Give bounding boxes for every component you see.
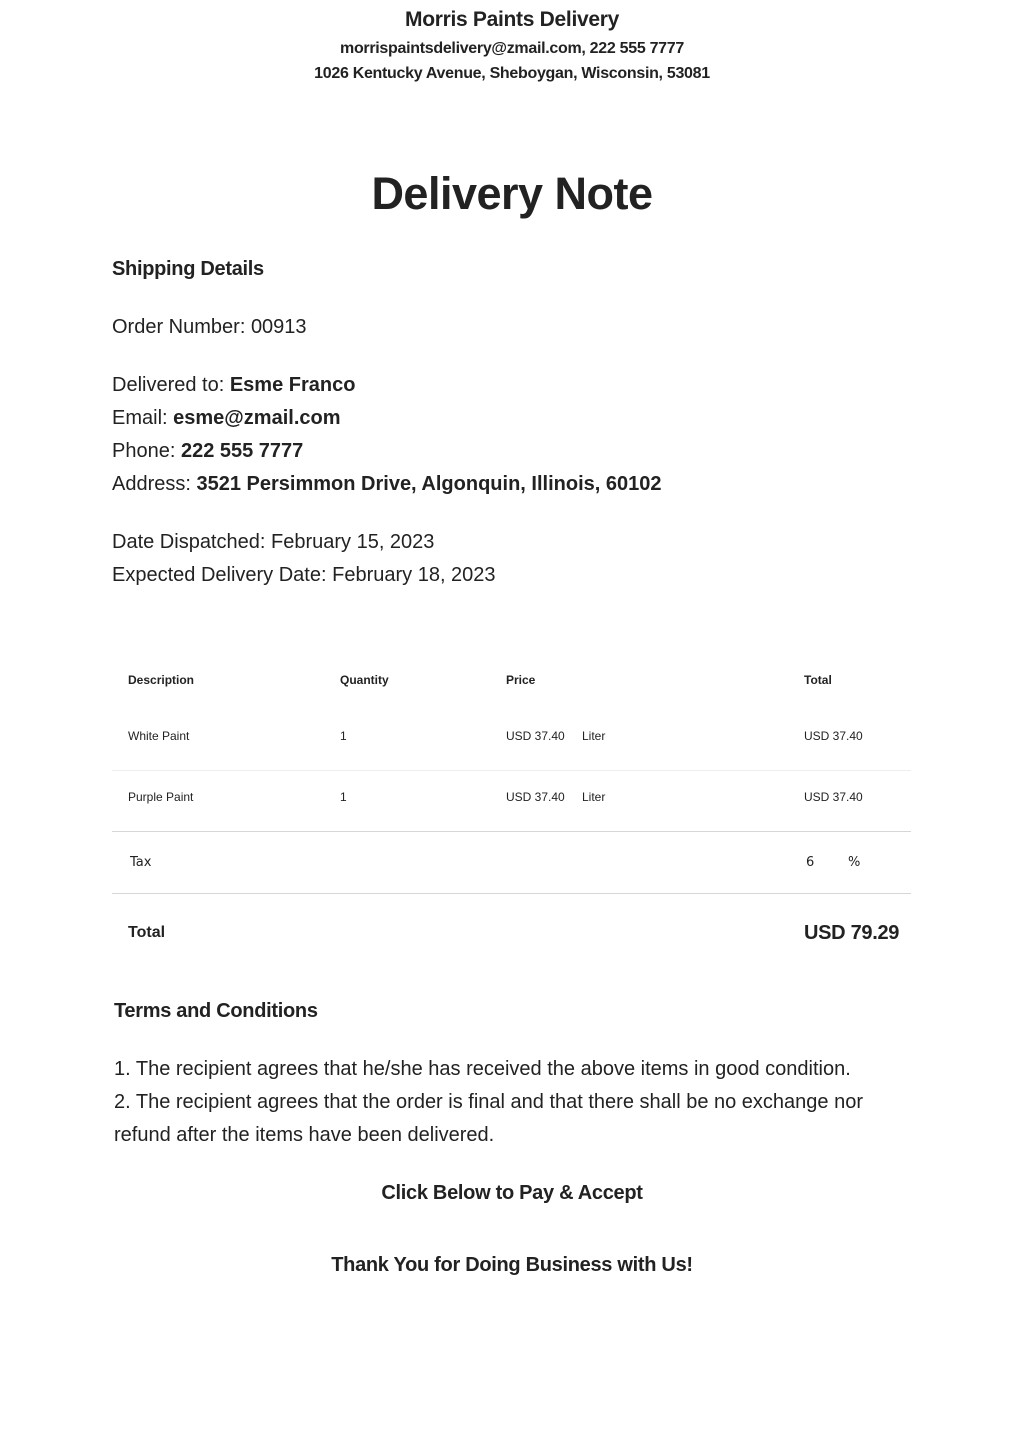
tax-value: 6 [806,855,815,870]
item-price: USD 37.40 [506,729,565,743]
item-total: USD 37.40 [804,729,863,743]
page-title: Delivery Note [371,168,653,219]
order-number-value: 00913 [250,316,307,338]
delivered-to-label: Delivered to: [112,374,225,396]
shipping-details-heading: Shipping Details [112,258,264,280]
expected-delivery-label: Expected Delivery Date: [112,564,327,586]
expected-delivery-value: February 18, 2023 [332,564,496,586]
company-name: Morris Paints Delivery [405,8,619,31]
column-header-price: Price [506,673,536,687]
phone-label: Phone: [112,440,176,462]
address-line [112,473,661,496]
phone-line [112,440,303,463]
terms-heading: Terms and Conditions [114,1000,318,1022]
date-dispatched-label: Date Dispatched: [112,531,266,553]
date-dispatched-line [112,531,434,554]
terms-item-1: 1. The recipient agrees that he/she has received the above items in good condition. [114,1058,851,1080]
item-unit: Liter [582,729,606,743]
item-price: USD 37.40 [506,790,565,804]
tax-label: Tax [130,855,152,870]
item-total: USD 37.40 [804,790,863,804]
item-description: Purple Paint [128,790,194,804]
item-quantity: 1 [340,790,347,804]
address-label: Address: [112,473,191,495]
row-divider [112,770,911,771]
email-line [112,407,341,430]
order-number-label: Order Number: [112,316,246,338]
terms-item-2: 2. The recipient agrees that the order is final and that there shall be no exchange nor [114,1091,864,1113]
company-address: 1026 Kentucky Avenue, Sheboygan, Wisconsin, 53081 [314,65,710,82]
tax-unit: % [848,855,861,870]
order-number-line [112,316,307,339]
column-header-quantity: Quantity [340,673,389,687]
grand-total-label: Total [128,924,166,941]
expected-delivery-line [112,564,496,587]
recipient-phone: 222 555 7777 [180,440,304,462]
item-quantity: 1 [340,729,347,743]
item-unit: Liter [582,790,606,804]
delivered-to-line [112,374,355,397]
pay-accept-callout: Click Below to Pay & Accept [381,1182,643,1204]
column-header-description: Description [128,673,195,687]
recipient-address: 3521 Persimmon Drive, Algonquin, Illinois, 60102 [196,473,662,495]
date-dispatched-value: February 15, 2023 [270,531,435,553]
recipient-email: esme@zmail.com [173,407,341,429]
email-label: Email: [112,407,168,429]
terms-item-2-continued: refund after the items have been delivered. [114,1124,495,1146]
thank-you-message: Thank You for Doing Business with Us! [331,1254,693,1276]
row-divider [112,831,911,832]
grand-total-value: USD 79.29 [804,922,900,944]
company-contact: morrispaintsdelivery@zmail.com, 222 555 7777 [340,40,684,57]
row-divider [112,893,911,894]
recipient-name: Esme Franco [229,374,356,396]
item-description: White Paint [128,729,190,743]
column-header-total: Total [804,673,832,687]
